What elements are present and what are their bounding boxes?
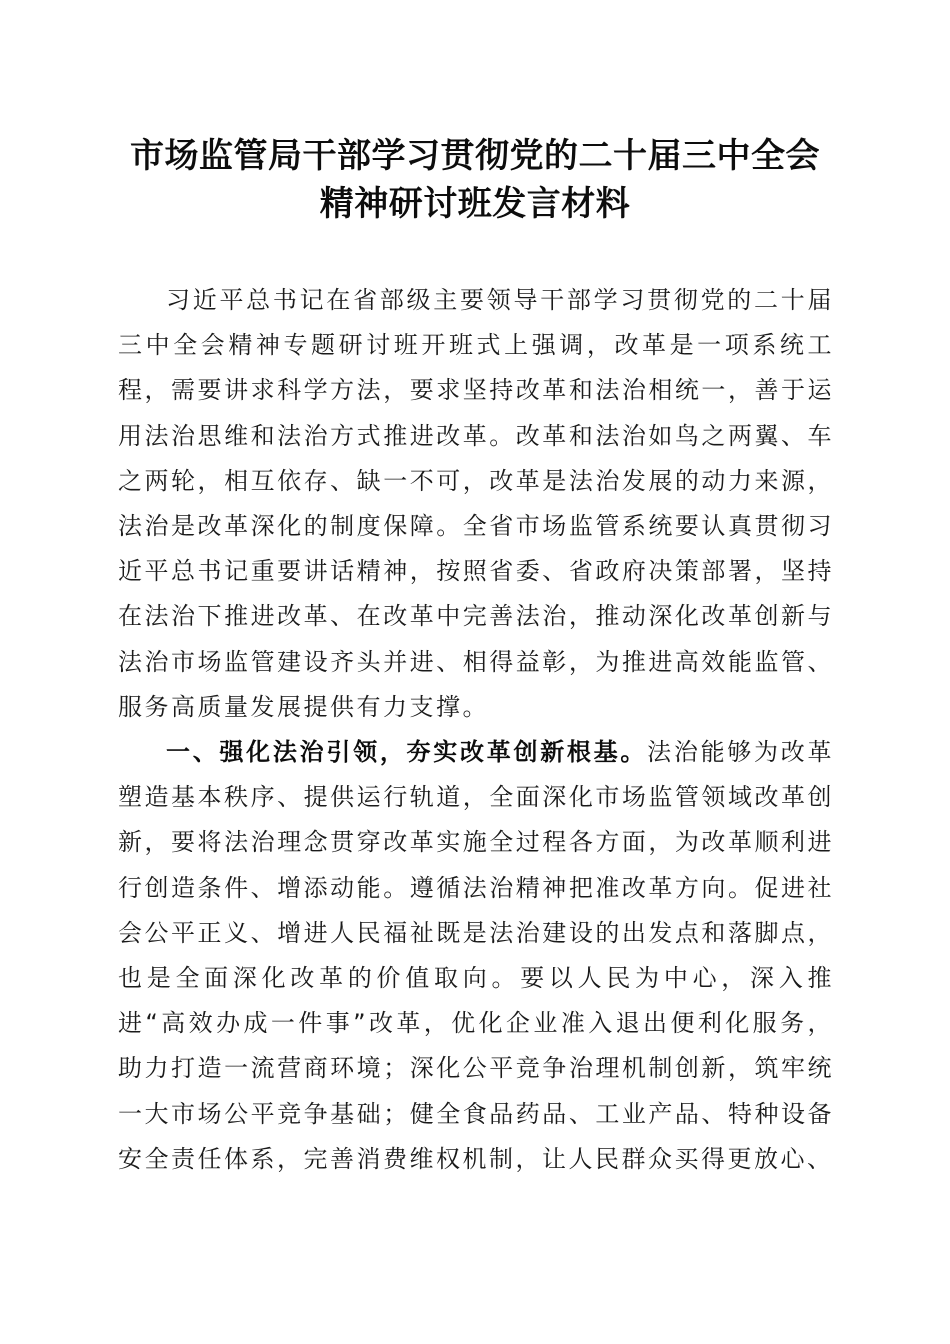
document-title bbox=[100, 132, 850, 228]
title-line-1: 市场监管局干部学习贯彻党的二十届三中全会 bbox=[130, 136, 820, 176]
section-heading: 一、强化法治引领，夯实改革创新根基。 bbox=[166, 738, 648, 767]
paragraph-intro bbox=[118, 278, 834, 730]
document-body bbox=[118, 278, 834, 1182]
paragraph-text: 习近平总书记在省部级主要领导干部学习贯彻党的二十届三中全会精神专题研讨班开班式上强调，改革是一项系统工程，需要讲求科学方法，要求坚持改革和法治相统一，善于运用法治思维和法治方式推进改革。改革和法治如鸟之两翼、车之两轮，相互依存、缺一不可，改革是法治发展的动力来源，法治是改革深化的制度保障。全省市场监管系统要认真贯彻习近平总书记重要讲话精神，按照省委、省政府决策部署，坚持在法治下推进改革、在改革中完善法治，推动深化改革创新与法治市场监管建设齐头并进、相得益彰，为推进高效能监管、服务高质量发展提供有力支撑。 bbox=[118, 286, 834, 721]
paragraph-section-1 bbox=[118, 730, 834, 1182]
paragraph-text: 法治能够为改革塑造基本秩序、提供运行轨道，全面深化市场监管领域改革创新，要将法治理念贯穿改革实施全过程各方面，为改革顺利进行创造条件、增添动能。遵循法治精神把准改革方向。促进社会公平正义、增进人民福祉既是法治建设的出发点和落脚点，也是全面深化改革的价值取向。要以人民为中心，深入推进“高效办成一件事”改革，优化企业准入退出便利化服务，助力打造一流营商环境；深化公平竞争治理机制创新，筑牢统一大市场公平竞争基础；健全食品药品、工业产品、特种设备安全责任体系，完善消费维权机制，让人民群众买得更放心、 bbox=[118, 738, 834, 1173]
title-line-2: 精神研讨班发言材料 bbox=[319, 184, 631, 224]
